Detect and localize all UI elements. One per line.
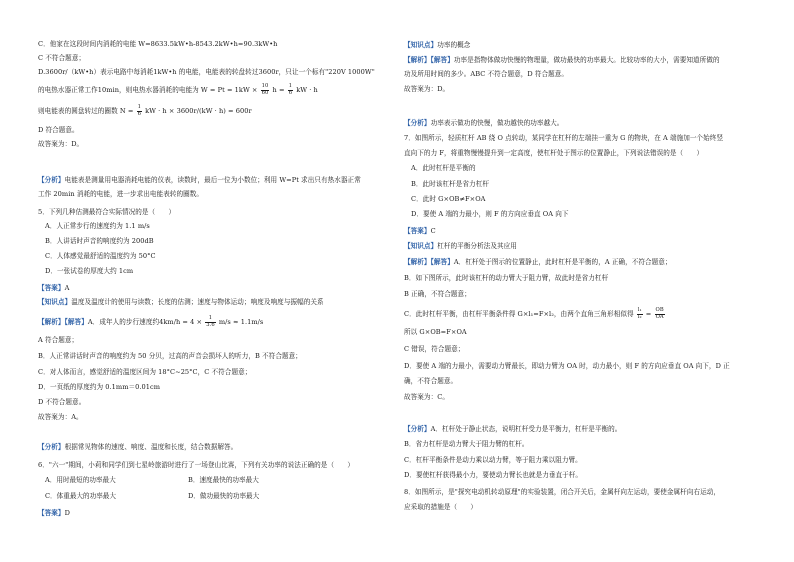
- text-line: 故答案为：D。: [38, 140, 84, 148]
- answer-line: 【答案】C: [404, 227, 436, 235]
- formula-line: 则电能表的圆盘转过的圈数 N = $\frac{1}{6}$ kW · h × 3600r/(kW · h) = 600r: [38, 104, 252, 117]
- text-line: C 不符合题意；: [38, 54, 86, 62]
- text-line: 确，不符合题意。: [404, 377, 458, 385]
- analysis-line: 【分析】功率表示做功的快慢，做功越快的功率越大。: [404, 119, 564, 127]
- formula-line: 的电热水器正常工作10min，则电热水器消耗的电能为 W = Pt = 1kW × $\frac{10}{60}$ h = $\frac{1}{6}$ kW · h: [38, 83, 318, 96]
- analysis-line: 【分析】根据常见物体的速度、响度、温度和长度，结合数据解答。: [38, 443, 238, 451]
- text-line: C．对人体而言，感觉舒适的温度区间为 18°C~25°C，C 不符合题意；: [38, 368, 252, 376]
- text-line: 工作 20min 消耗的电能，进一步求出电能表转的圈数。: [38, 190, 204, 198]
- answer-line: 【答案】A: [38, 284, 70, 292]
- text-line: D．一页纸的厚度约为 0.1mm＝0.01cm: [38, 383, 161, 391]
- fraction: $\frac{1}{3.6}$: [206, 315, 215, 328]
- knowledge-point-line: 【知识点】温度及温度计的使用与读数；长度的估测；速度与物体运动；响度及响度与振幅的关系: [38, 298, 324, 306]
- question-7: 7．如图所示，轻质杠杆 AB 绕 O 点转动，某同学在杠杆的左端挂一重为 G 的物块，在 A 端施加一个始终竖: [404, 134, 724, 142]
- text-line: C．杠杆平衡条件是动力乘以动力臂，等于阻力乘以阻力臂。: [404, 456, 582, 464]
- knowledge-point-line: 【知识点】功率的概念: [404, 41, 471, 49]
- text-line: 所以 G×OB=F×OA: [404, 328, 467, 336]
- text-line: B．人正常讲话时声音的响度约为 50 分贝，过高的声音会损坏人的听力，B 不符合题意；: [38, 352, 302, 360]
- text-line: B．如下图所示，此时该杠杆的动力臂大于阻力臂，故此时是省力杠杆: [404, 274, 609, 282]
- fraction: $\frac{10}{60}$: [261, 83, 269, 96]
- question-8: 8．如图所示，是"探究电动机转动原理"的实验装置，闭合开关后，金属杆向左运动，要使金属杆向右运动，: [404, 488, 721, 496]
- fraction: $\frac{1}{6}$: [288, 83, 293, 96]
- text-line: C 错误，符合题意；: [404, 345, 465, 353]
- option-b: B．人讲话时声音的响度约为 200dB: [45, 237, 154, 245]
- explanation-line: 【解析】【解答】功率是指物体做功快慢的物理量，做功最快的功率最大。比较功率的大小，需要知道所做的: [404, 56, 720, 64]
- text-line: B 正确，不符合题意；: [404, 290, 471, 298]
- option-c: C．此时 G×OB≠F×OA: [411, 195, 486, 203]
- text-line: C．他家在这段时间内消耗的电能 W=8633.5kW•h-8543.2kW•h=90.3kW•h: [38, 40, 278, 48]
- text-line: 故答案为：C。: [404, 393, 449, 401]
- question-5: 5．下列几种估测最符合实际情况的是（ ）: [38, 208, 176, 216]
- option-b: B．速度最快的功率最大: [188, 476, 259, 484]
- option-c: C．体重最大的功率最大: [45, 492, 116, 500]
- explanation-line: 【解析】【解答】A．成年人的步行速度约4km/h = 4 × $\frac{1}{3.6}$ m/s ≈ 1.1m/s: [38, 315, 264, 328]
- text-line: 功及所用时间的多少。ABC 不符合题意，D 符合题意。: [404, 70, 569, 78]
- option-d: D．做功最快的功率最大: [188, 492, 260, 500]
- fraction: $\frac{OB}{OA}$: [655, 307, 664, 320]
- text-line: A 符合题意；: [38, 336, 79, 344]
- answer-line: 【答案】D: [38, 509, 70, 517]
- text-line: 直向下的力 F，将重物慢慢提升到一定高度，使杠杆处于图示的位置静止，下列说法错误的是（ ）: [404, 149, 704, 157]
- explanation-line: 【解析】【解答】A．杠杆处于图示的位置静止，此时杠杆是平衡的，A 正确，不符合题意；: [404, 258, 672, 266]
- option-d: D．要使 A 端的力最小，则 F 的方向应垂直 OA 向下: [411, 210, 569, 218]
- knowledge-point-line: 【知识点】杠杆的平衡分析法及其应用: [404, 242, 517, 250]
- option-d: D．一张试卷的厚度大约 1cm: [45, 267, 134, 275]
- fraction: $\frac{1}{6}$: [137, 104, 141, 117]
- text-line: D．要使杠杆获得最小力，要使动力臂长也就是力垂直于杆。: [404, 471, 583, 479]
- text-line: D 符合题意。: [38, 126, 79, 134]
- option-a: A．此时杠杆是平衡的: [411, 164, 476, 172]
- option-b: B．此时该杠杆是省力杠杆: [411, 180, 489, 188]
- text-line: 应采取的措施是（ ）: [404, 503, 478, 511]
- text-line: 故答案为：D。: [404, 85, 450, 93]
- formula-line: C．此时杠杆平衡，由杠杆平衡条件得 G×l₁=F×l₂，由两个直角三角形相似得 $\frac{\text{l₁}}{\text{l₂}}$ = $\frac{OB}{OA}$: [404, 307, 664, 320]
- option-c: C．人体感觉最舒适的温度约为 50°C: [45, 252, 156, 260]
- option-a: A．用时最短的功率最大: [45, 476, 116, 484]
- option-a: A．人正常步行的速度约为 1.1 m/s: [45, 222, 150, 230]
- fraction: $\frac{\text{l₁}}{\text{l₂}}$: [637, 307, 642, 320]
- text-line: 故答案为：A。: [38, 413, 83, 421]
- text-line: D 不符合题意。: [38, 398, 86, 406]
- text-line: B．省力杠杆是动力臂大于阻力臂的杠杆。: [404, 440, 529, 448]
- text-line: D．要使 A 端的力最小，需要动力臂最长，即动力臂为 OA 时，动力最小，则 F 的方向应垂直 OA 向下，D 正: [404, 362, 730, 370]
- analysis-line: 【分析】电能表是测量用电器消耗电能的仪表，读数时，最后一位为小数位；利用 W=Pt 求出只有热水器正常: [38, 176, 361, 184]
- question-6: 6．"六一"期间，小莉和同学们到七星岭旅游时进行了一场登山比赛，下列有关功率的说法正确的是（ ）: [38, 461, 355, 469]
- analysis-line: 【分析】A．杠杆处于静止状态，说明杠杆受力是平衡力，杠杆是平衡的。: [404, 425, 622, 433]
- text-line: D.3600r/（kW•h）表示电路中每消耗1kW•h 的电能，电能表的转盘转过3600r，只让一个标有"220V 1000W": [38, 68, 375, 76]
